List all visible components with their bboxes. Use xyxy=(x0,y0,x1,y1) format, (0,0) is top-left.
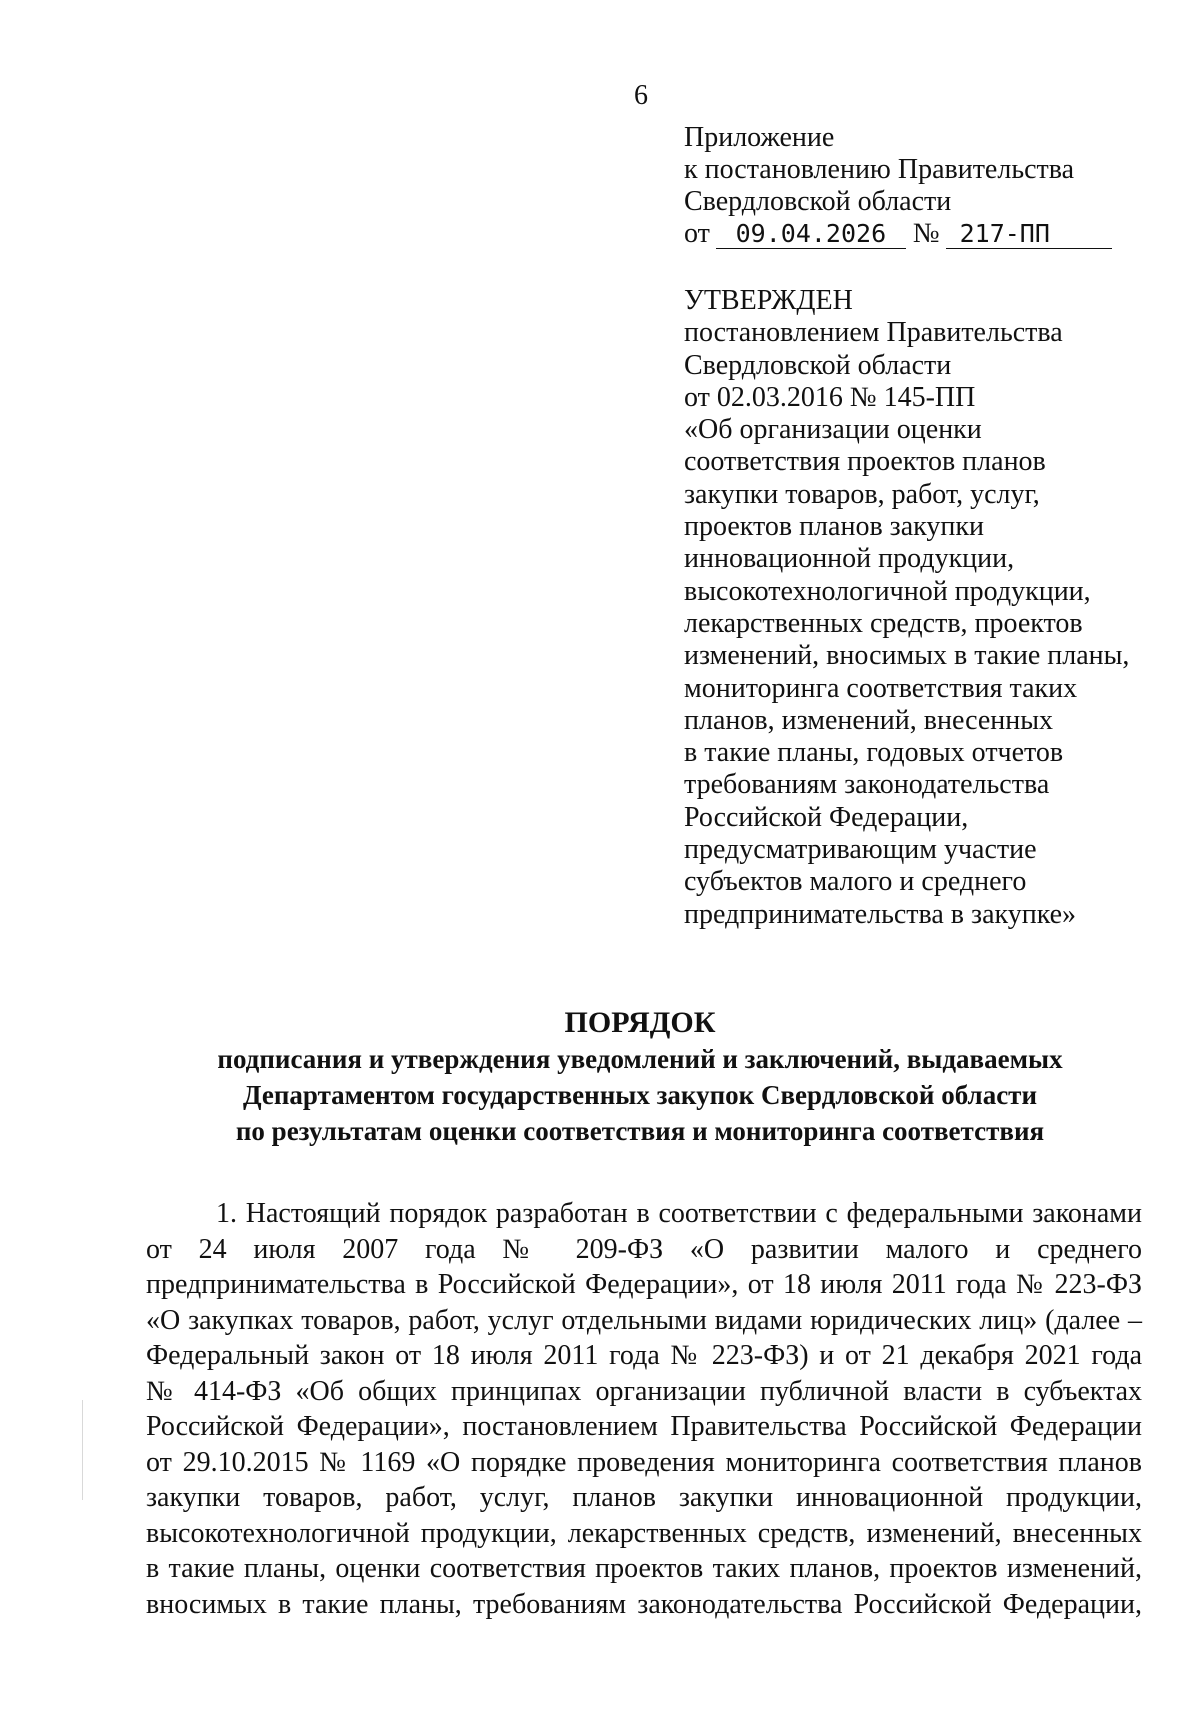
body-line: от 29.10.2015 № 1169 «О порядке проведения мониторинга соответствия планов xyxy=(146,1446,1142,1478)
page-number: 6 xyxy=(634,80,648,111)
number-field: 217-ПП xyxy=(946,220,1112,249)
body-line: от 24 июля 2007 года № 209-ФЗ «О развитии малого и среднего xyxy=(146,1233,1142,1265)
body-line: закупки товаров, работ, услуг, планов закупки инновационной продукции, xyxy=(146,1482,1142,1513)
approved-line: «Об организации оценки xyxy=(684,414,982,446)
body-paragraph xyxy=(146,1196,1142,1622)
approved-line: от 02.03.2016 № 145-ПП xyxy=(684,381,976,413)
approved-line: в такие планы, годовых отчетов xyxy=(684,737,1064,769)
date-field: 09.04.2026 xyxy=(716,220,906,249)
body-line: 1. Настоящий порядок разработан в соответствии с федеральными законами xyxy=(216,1198,1142,1229)
number-prefix: № xyxy=(912,218,940,249)
approved-block xyxy=(684,285,1129,931)
approved-line: проектов планов закупки xyxy=(684,511,984,543)
appendix-block xyxy=(684,122,1112,250)
date-prefix: от xyxy=(684,218,710,249)
body-line: № 414-ФЗ «Об общих принципах организации публичной власти в субъектах xyxy=(146,1375,1142,1407)
body-line: «О закупках товаров, работ, услуг отдельными видами юридических лиц» (далее – xyxy=(146,1304,1142,1336)
document-subtitle-line: по результатам оценки соответствия и мониторинга соответствия xyxy=(235,1116,1045,1146)
approved-line: изменений, вносимых в такие планы, xyxy=(684,640,1130,672)
document-title: ПОРЯДОК xyxy=(564,1006,716,1039)
body-line: Федеральный закон от 18 июля 2011 года № 223-ФЗ) и от 21 декабря 2021 года xyxy=(146,1340,1142,1371)
appendix-line: к постановлению Правительства xyxy=(684,154,1075,185)
appendix-date-line xyxy=(684,218,1112,250)
approved-line: закупки товаров, работ, услуг, xyxy=(684,478,1040,510)
approved-line: инновационной продукции, xyxy=(684,543,1015,575)
document-title-block xyxy=(120,1005,1160,1149)
body-line: Российской Федерации», постановлением Правительства Российской Федерации xyxy=(146,1411,1142,1442)
document-subtitle-line: подписания и утверждения уведомлений и заключений, выдаваемых xyxy=(217,1044,1063,1074)
approved-line: планов, изменений, внесенных xyxy=(684,704,1054,736)
document-subtitle-line: Департаментом государственных закупок Свердловской области xyxy=(242,1080,1038,1110)
body-line: высокотехнологичной продукции, лекарственных средств, изменений, внесенных xyxy=(146,1517,1142,1549)
approved-line: лекарственных средств, проектов xyxy=(684,607,1083,639)
approved-line: соответствия проектов планов xyxy=(684,446,1046,478)
appendix-line: Свердловской области xyxy=(684,186,952,217)
approved-line: требованиям законодательства xyxy=(684,769,1050,801)
approved-line: Российской Федерации, xyxy=(684,801,969,833)
approved-line: постановлением Правительства xyxy=(684,317,1063,349)
body-line: предпринимательства в Российской Федерации», от 18 июля 2011 года № 223-ФЗ xyxy=(146,1269,1142,1300)
approved-line: предусматривающим участие xyxy=(684,834,1037,866)
approved-line: высокотехнологичной продукции, xyxy=(684,575,1091,607)
approved-line: Свердловской области xyxy=(684,349,952,381)
approved-line: предпринимательства в закупке» xyxy=(684,898,1077,930)
scan-artifact xyxy=(82,1400,83,1500)
appendix-line: Приложение xyxy=(684,122,835,153)
body-line: в такие планы, оценки соответствия проектов таких планов, проектов изменений, xyxy=(146,1553,1142,1584)
approved-line: мониторинга соответствия таких xyxy=(684,672,1078,704)
approved-heading: УТВЕРЖДЕН xyxy=(684,285,853,316)
approved-line: субъектов малого и среднего xyxy=(684,866,1027,898)
body-line: вносимых в такие планы, требованиям законодательства Российской Федерации, xyxy=(146,1588,1142,1620)
